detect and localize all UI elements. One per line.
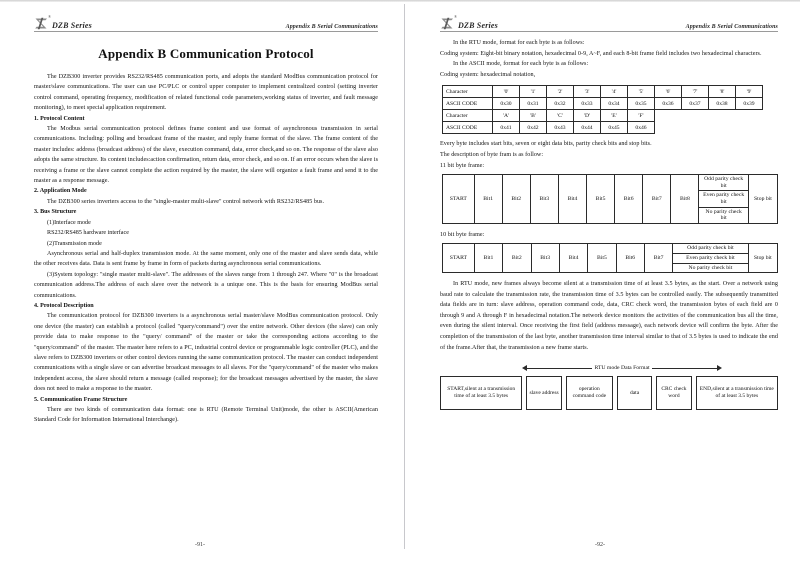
cell: 'A' (493, 110, 520, 122)
operation-command-code-box: operation command code (566, 376, 613, 410)
table-row (443, 86, 763, 98)
empty-cell (682, 110, 709, 122)
cell: 0x43 (547, 122, 574, 134)
cell-bit: Bit5 (588, 244, 616, 273)
cell: 'B' (520, 110, 547, 122)
parity-none: No parity check bit (688, 264, 733, 271)
paragraph: The DZB300 series inverters access to the "single-master multi-slave" control network with RS232/RS485 bus. (47, 198, 325, 205)
cell-bit: Bit1 (474, 244, 502, 273)
header-appendix-label: Appendix B Serial Communications (285, 24, 378, 30)
brand-name: DZB Series (52, 21, 92, 30)
registered-mark: ® (47, 14, 51, 19)
rtu-data-format-diagram (440, 363, 778, 410)
empty-cell (655, 122, 682, 134)
cell: '7' (682, 86, 709, 98)
cell: 0x42 (520, 122, 547, 134)
right-page-header (440, 10, 778, 32)
cell: '9' (736, 86, 763, 98)
cell-bit: Bit2 (502, 175, 530, 224)
caption-11-bit-byte-frame: 11 bit byte frame: (440, 162, 485, 169)
row-label: ASCII CODE (443, 122, 493, 134)
cell: 'E' (601, 110, 628, 122)
cell: 'D' (574, 110, 601, 122)
cell: 0x30 (493, 98, 520, 110)
right-page (400, 0, 800, 570)
cell-start: START (443, 244, 475, 273)
sub-item-transmission-mode: (2)Transmission mode (47, 240, 102, 247)
cell: '8' (709, 86, 736, 98)
parity-none: No parity check bit (705, 208, 742, 222)
cell: 'F' (628, 110, 655, 122)
start-box: START,silent at a transmission time of at least 3.5 bytes (440, 376, 522, 410)
cell: 0x44 (574, 122, 601, 134)
brand-name: DZB Series (458, 21, 498, 30)
cell: '2' (547, 86, 574, 98)
table-row (443, 110, 763, 122)
cell: 0x33 (574, 98, 601, 110)
cell: '3' (574, 86, 601, 98)
cell-parity-options (699, 175, 748, 224)
sub-item-interface-mode: (1)Interface mode (47, 219, 91, 226)
zeta-logo-icon (34, 14, 51, 30)
cell: 0x46 (628, 122, 655, 134)
section-heading-protocol-content: 1. Protocol Content (34, 115, 85, 122)
row-label: ASCII CODE (443, 98, 493, 110)
cell: 0x36 (655, 98, 682, 110)
zeta-logo-icon (440, 14, 457, 30)
table-row (443, 175, 778, 224)
section-heading-protocol-description: 4. Protocol Description (34, 302, 94, 309)
brand-logo (34, 14, 92, 30)
page-number-left: -91- (195, 542, 205, 548)
section-heading-communication-frame-structure: 5. Communication Frame Structure (34, 396, 128, 403)
empty-cell (736, 122, 763, 134)
data-box: data (617, 376, 652, 410)
parity-odd: Odd parity check bit (699, 175, 747, 191)
parity-even: Even parity check bit (699, 191, 747, 207)
rtu-box-row (440, 376, 778, 410)
cell-bit: Bit3 (530, 175, 558, 224)
left-page-header (34, 10, 378, 32)
cell-bit: Bit6 (616, 244, 644, 273)
cell: 0x41 (493, 122, 520, 134)
section-heading-application-mode: 2. Application Mode (34, 188, 87, 195)
ascii-code-table (442, 85, 763, 134)
paragraph: The Modbus serial communication protocol defines frame content and use format of asynchronous transmission in serial communications. Including: polling and broadcast frame of the master, and reply frame format of the slave. The frame content of the master includes: address (broadcast address) of the slave, execution command, data, error check,and so on. The response of the slave also adopts the same structure. Its content includes:action confirmation, return data, error check, and so on. If an error occurs when the slave is receiving a frame or the slave cannot complete the action required by the master, the slave will organize a fault frame and send it to the master as a response message. (34, 126, 378, 185)
paragraph: The description of byte fram is as follow: (440, 151, 544, 158)
cell-bit: Bit7 (643, 175, 671, 224)
paragraph: In RTU mode, new frames always become silent at a transmission time of at least 3.5 bytes, as the start. Over a network using baud rate to calculate the transmission rate, the transmission time of 3.5 bytes can be controlled easily. The subsequently transmitted data fields are in turn: slave address, operation command code, data, CRC check word, the transmission bytes of each field are 0 through 9 and A through F in hexadecimal notation.The network device monitors the activities of the communication bus all the time, even during the silent interval. Once receiving the first field (address message), each network device will confirm the byte. After the completion of the transmission of the last byte, another transmission time interval similar to that of 3.5 bytes is used to indicate the end of the frame.After that, the transmission a new frame starts. (440, 281, 778, 351)
table-row (443, 98, 763, 110)
rtu-arrow-label: RTU mode Data Format (594, 365, 650, 372)
paragraph: In the ASCII mode, format for each byte is as follows: (453, 61, 589, 68)
row-label: Character (443, 110, 493, 122)
cell-stop: Stop bit (748, 244, 777, 273)
parity-odd: Odd parity check bit (673, 244, 747, 254)
row-label: Character (443, 86, 493, 98)
table-row (443, 122, 763, 134)
paragraph: Every byte includes start bits, seven or eight data bits, parity check bits and stop bits. (440, 141, 652, 148)
cell: 0x32 (547, 98, 574, 110)
cell: 0x34 (601, 98, 628, 110)
empty-cell (682, 122, 709, 134)
caption-10-bit-byte-frame: 10 bit byte frame: (440, 231, 485, 238)
paragraph: (3)System topology: "single master multi-slave". The addresses of the slaves range from 1 through 247. Where "0" is the broadcast communication address.The address of each slave over the network is a unique one. This is the basis for ensuring ModBus serial communications. (34, 271, 378, 299)
page-title: Appendix B Communication Protocol (98, 46, 314, 61)
empty-cell (709, 110, 736, 122)
cell: '4' (601, 86, 628, 98)
cell-bit: Bit5 (587, 175, 615, 224)
cell: '5' (628, 86, 655, 98)
cell-stop: Stop bit (748, 175, 777, 224)
cell: '1' (520, 86, 547, 98)
end-box: END,silent at a transmission time of at least 3.5 bytes (696, 376, 778, 410)
cell-bit: Bit3 (531, 244, 559, 273)
table-row (443, 244, 778, 273)
section-heading-bus-structure: 3. Bus Structure (34, 209, 77, 216)
frame-11bit-table (442, 174, 778, 224)
slave-address-box: slave address (526, 376, 561, 410)
cell: 0x37 (682, 98, 709, 110)
cell-bit: Bit1 (474, 175, 502, 224)
paragraph: There are two kinds of communication data format: one is RTU (Remote Terminal Unit)mode, the other is ASCII(American Standard Code for Information International Interchange). (34, 407, 378, 424)
page-number-right: -92- (595, 542, 605, 548)
cell-bit: Bit2 (503, 244, 531, 273)
cell: 0x39 (736, 98, 763, 110)
cell-bit: Bit8 (671, 175, 699, 224)
empty-cell (709, 122, 736, 134)
parity-even: Even parity check bit (673, 254, 747, 264)
arrow-line-right (652, 368, 717, 369)
cell-start: START (443, 175, 475, 224)
cell-bit: Bit4 (558, 175, 586, 224)
paragraph: Asynchronous serial and half-duplex transmission mode. At the same moment, only one of the master and slave sends data, while the other receives data. Data is sent frame by frame in form of packets during asynchronous serial communications. (34, 250, 378, 268)
paragraph: In the RTU mode, format for each byte is as follows: (453, 40, 585, 46)
sub-item-hardware-interface: RS232/RS485 hardware interface (47, 230, 129, 237)
cell: '0' (493, 86, 520, 98)
cell-bit: Bit6 (615, 175, 643, 224)
cell: 'C' (547, 110, 574, 122)
header-appendix-label: Appendix B Serial Communications (685, 24, 778, 30)
frame-10bit-table (442, 243, 778, 273)
cell: '6' (655, 86, 682, 98)
paragraph: The communication protocol for DZB300 inverters is a asynchronous serial master/slave ModBus communication protocol. Only one device (the master) can establish a protocol (called "query/command") over the entire network. Other devices (the slave) can only provide data to make response to the "query/ command" of the master or take the corresponding actions according to the "query/command" of the master. The master here refers to a PC, industrial control device or programmable logic controller (PLC), and the slave refers to DZB300 inverters or other control devices running the same communication protocol. The master can conduct independent communications with a single slave or can advertise broadcast messages to all slaves. For the "query/command" of the master who makes independent access, the slave should return a message (called response); for the broadcast messages advertised by the master, the slave does not need to make a response to the master. (34, 313, 378, 393)
cell-bit: Bit7 (644, 244, 672, 273)
empty-cell (655, 110, 682, 122)
cell: 0x38 (709, 98, 736, 110)
empty-cell (736, 110, 763, 122)
cell: 0x31 (520, 98, 547, 110)
paragraph: Coding system: hexadecimal notation, (440, 71, 536, 78)
arrow-line-left (527, 368, 592, 369)
paragraph: Coding system: Eight-bit binary notation, hexadecimal 0-9, A~F, and each 8-bit frame field includes two hexadecimal characters. (440, 50, 762, 57)
paragraph: The DZB300 inverter provides RS232/RS485 communication ports, and adopts the standard ModBus communication protocol for master/slave communications. The user can use PC/PLC or control upper computer to implement centralized control (setting inverter control command, operating frequency, modification of related functional code parameters,working status of inverter, and fault message monitoring), to meet special application requirement. (34, 74, 378, 112)
cell: 0x35 (628, 98, 655, 110)
registered-mark: ® (453, 14, 457, 19)
rtu-format-arrow (522, 363, 722, 373)
arrow-right-icon (717, 365, 722, 371)
brand-logo (440, 14, 498, 30)
cell: 0x45 (601, 122, 628, 134)
crc-check-word-box: CRC check word (656, 376, 691, 410)
cell-bit: Bit4 (559, 244, 587, 273)
cell-parity-options (673, 244, 748, 273)
